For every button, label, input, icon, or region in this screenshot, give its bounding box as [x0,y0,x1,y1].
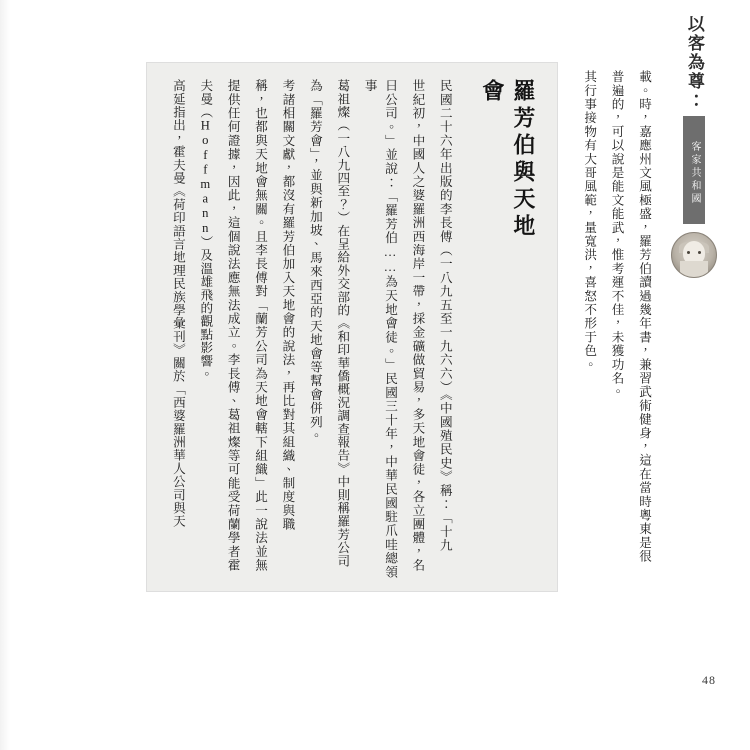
page-spine-shading [0,0,10,750]
page-body [56,62,654,670]
portrait-beard [680,261,708,278]
section-heading: 羅芳伯與天地會 [479,79,536,241]
text-column: 夫曼（Hoffmann）及溫雄飛的觀點影響。 [198,79,213,381]
portrait-icon [671,232,717,278]
outer-text-block [572,62,654,590]
page-number: 48 [702,673,716,687]
text-column: 提供任何證據，因此，這個說法應無法成立。李長傅、葛祖燦等可能受荷蘭學者霍 [225,79,240,573]
text-column: 其行事接物有大哥風範，量寬洪，喜怒不形于色。 [582,70,597,372]
text-column: 葛祖燦（一八九四至？）在呈給外交部的《和印華僑概況調查報告》中則稱羅芳公司 [335,79,350,568]
text-column: 世紀初，中國人之婆羅洲西海岸一帶，採金礦做貿易，多天地會徒，各立團體，名 [410,79,425,573]
text-column: 為「羅芳會」，並與新加坡、馬來西亞的天地會等幫會併列。 [307,79,322,443]
text-column: 載。時，嘉應州文風極盛，羅芳伯讀過幾年書，兼習武術健身，這在當時粵東是很 [637,70,651,564]
running-head-title: 以客為尊： [684,14,704,110]
section-panel [146,62,558,592]
text-column: 稱，也都與天地會無關。且李長傅對「蘭芳公司為天地會轄下組織」此一說法並無 [253,79,268,573]
text-column: 普遍的，可以說是能文能武，惟考運不佳，未獲功名。 [609,70,624,399]
portrait-eyes [686,251,702,254]
text-column: 考諸相關文獻，都沒有羅芳伯加入天地會的說法，再比對其組織、制度與職 [280,79,295,532]
text-column: 民國二十六年出版的李長傅（一八九五至一九六六）《中國殖民史》稱：「十九 [437,79,452,553]
text-column: 高延指出，霍夫曼《荷印語言地理民族學彙刊》關於「西婆羅洲華人公司與天 [170,79,185,528]
running-head-subtitle: 客家共和國 [683,116,705,224]
running-head [668,14,720,314]
text-column: 曰公司。」並說：「羅芳伯……為天地會徒。」民國三十年，中華民國駐爪哇總領事 [362,79,398,579]
